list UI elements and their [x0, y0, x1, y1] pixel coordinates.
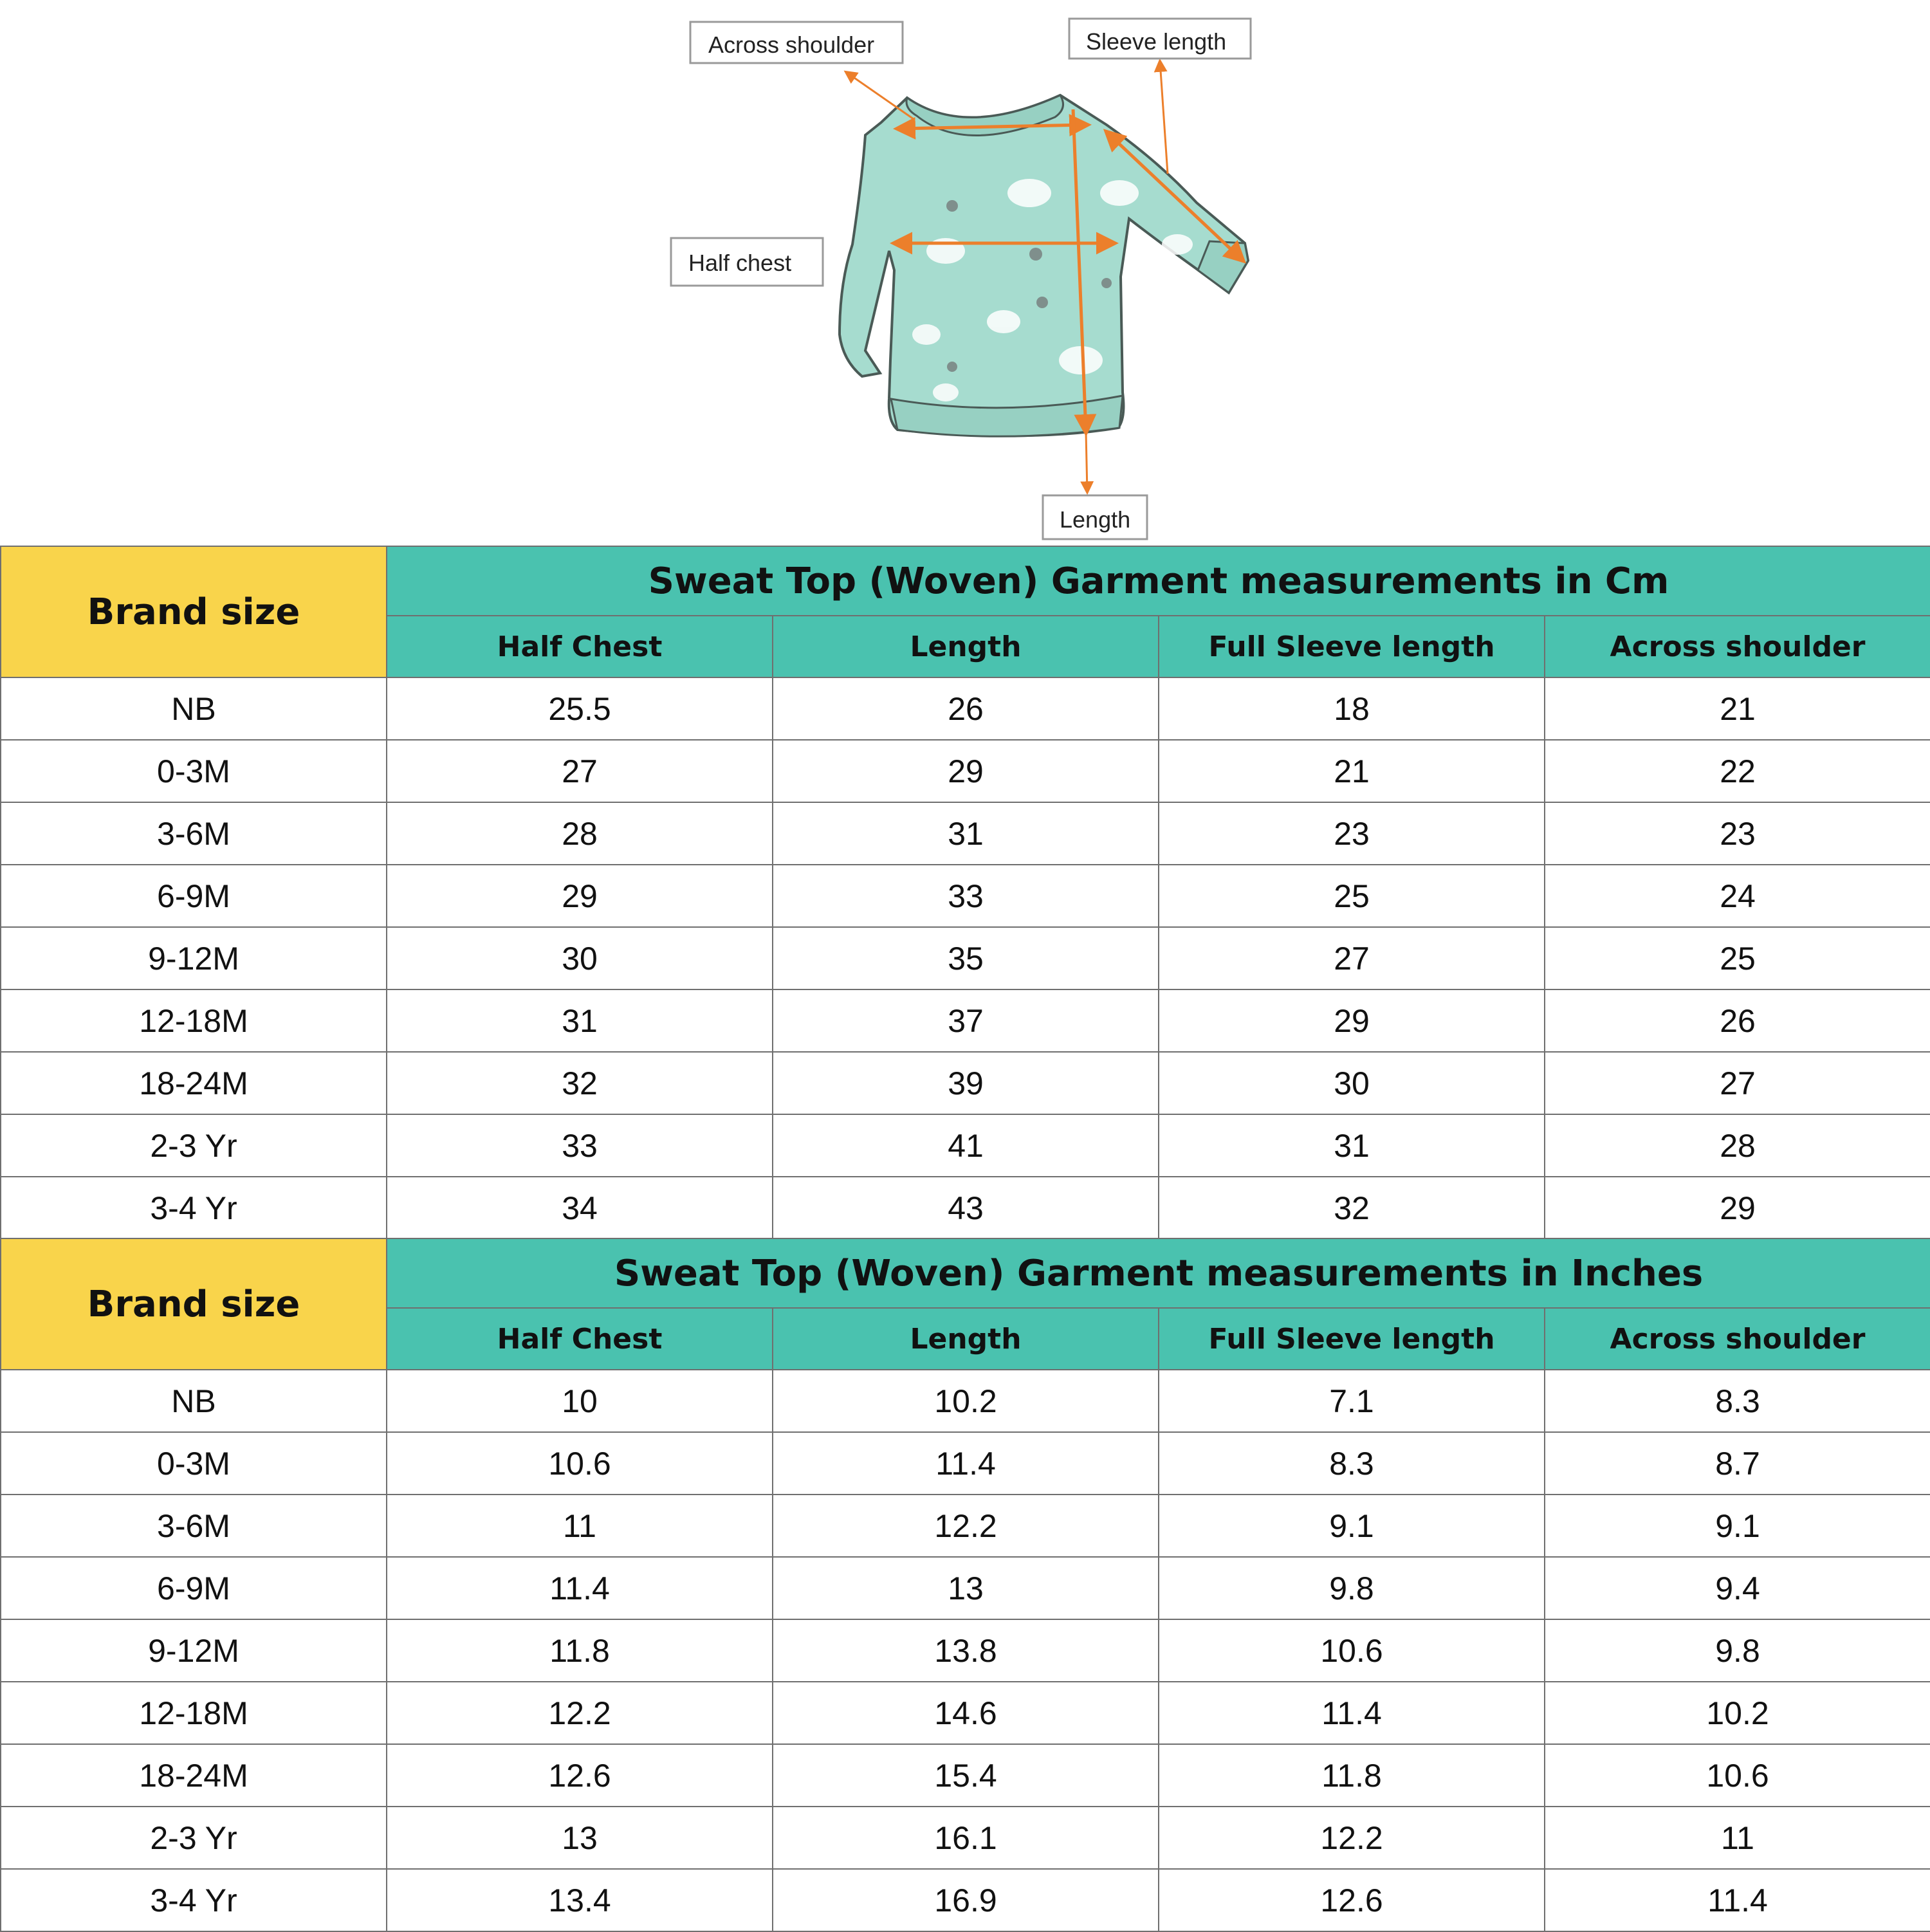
cuff — [1198, 241, 1248, 293]
table-row — [1, 740, 1930, 802]
table-row — [1, 1619, 1930, 1682]
sleeve-length-cell: 11.4 — [1159, 1682, 1545, 1744]
size-cell: NB — [1, 1370, 387, 1432]
size-cell: 0-3M — [1, 1432, 387, 1495]
across-shoulder-cell: 26 — [1545, 989, 1930, 1052]
inches-measurements-table — [0, 1238, 1930, 1932]
across-shoulder-cell: 11.4 — [1545, 1869, 1930, 1931]
svg-text:Sleeve length: Sleeve length — [1086, 28, 1227, 55]
table-row — [1, 1495, 1930, 1557]
half-chest-cell: 11.8 — [387, 1619, 773, 1682]
across-shoulder-cell: 28 — [1545, 1114, 1930, 1177]
sleeve-length-cell: 12.2 — [1159, 1807, 1545, 1869]
across-shoulder-cell: 9.1 — [1545, 1495, 1930, 1557]
size-cell: 3-6M — [1, 1495, 387, 1557]
length-cell: 35 — [773, 927, 1159, 989]
size-cell: 2-3 Yr — [1, 1807, 387, 1869]
table-row — [1, 1557, 1930, 1619]
table-row — [1, 1370, 1930, 1432]
half-chest-label — [671, 238, 823, 286]
sleeve-length-cell: 11.8 — [1159, 1744, 1545, 1807]
size-cell: NB — [1, 677, 387, 740]
length-cell: 11.4 — [773, 1432, 1159, 1495]
across-shoulder-cell: 8.3 — [1545, 1370, 1930, 1432]
table-row — [1, 927, 1930, 989]
length-cell: 37 — [773, 989, 1159, 1052]
length-cell: 33 — [773, 865, 1159, 927]
length-pointer — [1086, 432, 1087, 492]
table-row — [1, 1114, 1930, 1177]
across-shoulder-cell: 22 — [1545, 740, 1930, 802]
length-cell: 41 — [773, 1114, 1159, 1177]
svg-text:Across shoulder: Across shoulder — [708, 32, 875, 58]
half-chest-cell: 13.4 — [387, 1869, 773, 1931]
size-cell: 2-3 Yr — [1, 1114, 387, 1177]
length-cell: 13 — [773, 1557, 1159, 1619]
length-cell: 14.6 — [773, 1682, 1159, 1744]
across-shoulder-cell: 9.4 — [1545, 1557, 1930, 1619]
half-chest-cell: 30 — [387, 927, 773, 989]
across-shoulder-cell: 10.6 — [1545, 1744, 1930, 1807]
column-header-across-shoulder: Across shoulder — [1545, 1308, 1930, 1370]
length-cell: 12.2 — [773, 1495, 1159, 1557]
cm-measurements-table — [0, 546, 1930, 1240]
across-shoulder-cell: 9.8 — [1545, 1619, 1930, 1682]
brand-size-header: Brand size — [1, 1238, 387, 1370]
across-shoulder-cell: 29 — [1545, 1177, 1930, 1239]
sleeve-length-cell: 8.3 — [1159, 1432, 1545, 1495]
half-chest-cell: 12.6 — [387, 1744, 773, 1807]
table-row — [1, 1052, 1930, 1114]
sweatshirt-illustration — [840, 95, 1248, 436]
length-label — [1043, 495, 1147, 539]
table-row — [1, 1807, 1930, 1869]
table-row — [1, 802, 1930, 865]
size-cell: 12-18M — [1, 1682, 387, 1744]
length-cell: 15.4 — [773, 1744, 1159, 1807]
size-cell: 18-24M — [1, 1052, 387, 1114]
across-shoulder-cell: 10.2 — [1545, 1682, 1930, 1744]
half-chest-cell: 25.5 — [387, 677, 773, 740]
sleeve-length-cell: 9.1 — [1159, 1495, 1545, 1557]
garment-diagram — [0, 0, 1930, 546]
sleeve-length-cell: 21 — [1159, 740, 1545, 802]
table-row — [1, 1432, 1930, 1495]
half-chest-cell: 32 — [387, 1052, 773, 1114]
column-header-full-sleeve-length: Full Sleeve length — [1159, 1308, 1545, 1370]
across-shoulder-cell: 24 — [1545, 865, 1930, 927]
size-cell: 3-4 Yr — [1, 1177, 387, 1239]
size-cell: 6-9M — [1, 1557, 387, 1619]
sleeve-length-cell: 10.6 — [1159, 1619, 1545, 1682]
length-cell: 13.8 — [773, 1619, 1159, 1682]
half-chest-cell: 31 — [387, 989, 773, 1052]
size-cell: 0-3M — [1, 740, 387, 802]
column-header-across-shoulder: Across shoulder — [1545, 616, 1930, 677]
table-row — [1, 1682, 1930, 1744]
column-header-half-chest: Half Chest — [387, 616, 773, 677]
sleeve-length-pointer — [1160, 61, 1168, 174]
half-chest-cell: 10.6 — [387, 1432, 773, 1495]
sleeve-length-cell: 30 — [1159, 1052, 1545, 1114]
across-shoulder-cell: 8.7 — [1545, 1432, 1930, 1495]
column-header-length: Length — [773, 1308, 1159, 1370]
half-chest-cell: 34 — [387, 1177, 773, 1239]
svg-text:Length: Length — [1060, 506, 1131, 533]
half-chest-cell: 13 — [387, 1807, 773, 1869]
length-cell: 16.1 — [773, 1807, 1159, 1869]
across-shoulder-cell: 11 — [1545, 1807, 1930, 1869]
half-chest-cell: 27 — [387, 740, 773, 802]
column-header-length: Length — [773, 616, 1159, 677]
size-cell: 18-24M — [1, 1744, 387, 1807]
size-cell: 3-6M — [1, 802, 387, 865]
across-shoulder-cell: 25 — [1545, 927, 1930, 989]
sleeve-length-cell: 32 — [1159, 1177, 1545, 1239]
length-cell: 39 — [773, 1052, 1159, 1114]
length-cell: 29 — [773, 740, 1159, 802]
half-chest-cell: 10 — [387, 1370, 773, 1432]
half-chest-cell: 11 — [387, 1495, 773, 1557]
sleeve-length-cell: 31 — [1159, 1114, 1545, 1177]
across-shoulder-cell: 23 — [1545, 802, 1930, 865]
half-chest-cell: 11.4 — [387, 1557, 773, 1619]
table-title: Sweat Top (Woven) Garment measurements in Cm — [387, 546, 1930, 616]
sleeve-length-cell: 9.8 — [1159, 1557, 1545, 1619]
table-row — [1, 1177, 1930, 1239]
svg-text:Half chest: Half chest — [688, 250, 792, 276]
sleeve-length-cell: 23 — [1159, 802, 1545, 865]
length-cell: 16.9 — [773, 1869, 1159, 1931]
sleeve-length-label — [1069, 19, 1251, 59]
table-title: Sweat Top (Woven) Garment measurements in Inches — [387, 1238, 1930, 1308]
across-shoulder-pointer — [846, 72, 914, 119]
sleeve-length-cell: 18 — [1159, 677, 1545, 740]
sleeve-length-cell: 7.1 — [1159, 1370, 1545, 1432]
size-cell: 9-12M — [1, 927, 387, 989]
half-chest-cell: 28 — [387, 802, 773, 865]
table-row — [1, 1744, 1930, 1807]
sleeve-length-cell: 27 — [1159, 927, 1545, 989]
half-chest-cell: 29 — [387, 865, 773, 927]
table-row — [1, 865, 1930, 927]
sleeve-length-cell: 29 — [1159, 989, 1545, 1052]
column-header-full-sleeve-length: Full Sleeve length — [1159, 616, 1545, 677]
brand-size-header: Brand size — [1, 546, 387, 677]
sweatshirt-body — [840, 95, 1248, 436]
table-row — [1, 1869, 1930, 1931]
length-cell: 31 — [773, 802, 1159, 865]
size-cell: 3-4 Yr — [1, 1869, 387, 1931]
column-header-half-chest: Half Chest — [387, 1308, 773, 1370]
table-row — [1, 677, 1930, 740]
sleeve-length-cell: 25 — [1159, 865, 1545, 927]
sleeve-length-cell: 12.6 — [1159, 1869, 1545, 1931]
half-chest-cell: 33 — [387, 1114, 773, 1177]
length-cell: 43 — [773, 1177, 1159, 1239]
length-cell: 26 — [773, 677, 1159, 740]
across-shoulder-cell: 27 — [1545, 1052, 1930, 1114]
size-cell: 9-12M — [1, 1619, 387, 1682]
across-shoulder-cell: 21 — [1545, 677, 1930, 740]
half-chest-cell: 12.2 — [387, 1682, 773, 1744]
length-cell: 10.2 — [773, 1370, 1159, 1432]
across-shoulder-label — [690, 22, 903, 63]
table-row — [1, 989, 1930, 1052]
size-cell: 12-18M — [1, 989, 387, 1052]
size-cell: 6-9M — [1, 865, 387, 927]
